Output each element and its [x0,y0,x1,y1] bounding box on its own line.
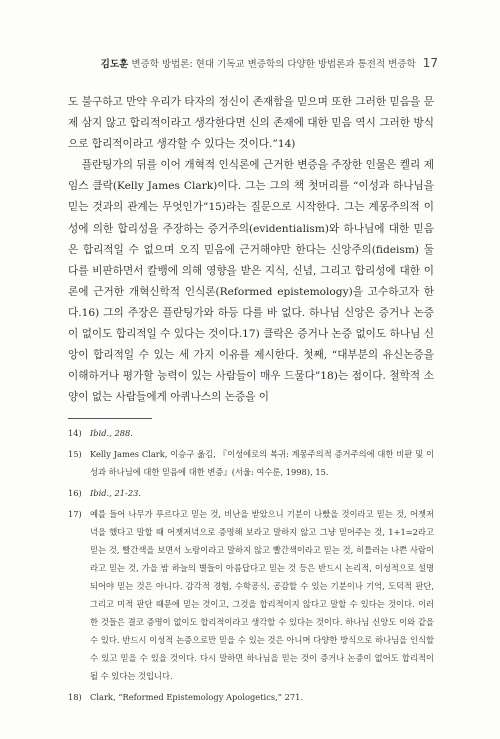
footnote-text: 예를 들어 나무가 푸르다고 믿는 것, 비난을 받았으니 기분이 나빴을 것이라고 믿는 것, 어젯저녁을 했다고 말할 때 어젯저녁으로 증명해 보라고 말하지 않고 그냥 믿어주는 것, 1+1=2라고 믿는 것, 빨간색을 보면서 노랑이라고 말하지 않고 빨간색이라고 믿는 것, 히틀러는 나쁜 사람이라고 믿는 것, 가을 밤 하늘의 별들이 아름답다고 믿는 것 등은 반드시 논리적, 이성적으로 설명되어야 믿는 것은 아니다. 감각적 경험, 수학공식, 공감할 수 있는 기분이나 기억, 도덕적 판단, 그리고 미적 판단 때문에 믿는 것이고, 그것을 합리적이지 않다고 말할 수 있다는 것이다. 이러한 것들은 결코 증명이 없이도 합리적이라고 생각할 수 있다는 것이다. 하나님 신앙도 이와 같을 수 있다. 반드시 이성적 논증으로만 믿을 수 있는 것은 아니며 다양한 방식으로 하나님을 인식할 수 있고 믿을 수 있을 것이다. 다시 말하면 하나님을 믿는 것이 증거나 논증이 없어도 합리적이 될 수 있다는 것입니다. [90,509,434,681]
footnote-15 [68,445,434,481]
footnote-18 [68,688,434,706]
running-header [101,56,438,70]
header-author: 김도훈 [100,59,129,70]
footnote-text: Clark, “Reformed Epistemology Apologetics,” 271. [90,692,304,702]
footnote-number: 14) [68,428,82,438]
paragraph-continuation: 도 불구하고 만약 우리가 타자의 정신이 존재함을 믿으며 또한 그러한 믿음을 문제 삼지 않고 합리적이라고 생각한다면 신의 존재에 대한 믿음 역시 그러한 방식으로 합리적이라고 생각할 수 있다는 것이다.”14) [68,96,434,151]
footnote-divider [68,418,152,419]
footnote-number: 15) [68,449,82,459]
footnote-text: Ibid., 21-23. [90,488,142,498]
paragraph-clark: 플란팅가의 뒤를 이어 개혁적 인식론에 근거한 변증을 주장한 인물은 켈리 제임스 클락(Kelly James Clark)이다. 그는 그의 책 첫머리를 “이성과 하나님을 믿는 것과의 관계는 무엇인가”15)라는 질문으로 시작한다. 그는 계몽주의적 이성에 의한 합리성을 주장하는 증거주의(evidentialism)와 하나님에 대한 믿음은 합리적일 수 없으며 오직 믿음에 근거해야만 한다는 신앙주의(fideism) 둘 다를 비판하면서 칼뱅에 의해 영향을 받은 지식, 신념, 그리고 합리성에 대한 이론에 근거한 개혁신학적 인식론(Reformed epistemology)을 고수하고자 한다.16) 그의 주장은 플란팅가와 하등 다를 바 없다. 하나님 신앙은 증거나 논증이 없이도 합리적일 수 있다는 것이다.17) 클락은 증거나 논증 없이도 하나님 신앙이 합리적일 수 있는 세 가지 이유를 제시한다. 첫째, “대부분의 유신논증을 이해하거나 평가할 능력이 있는 사람들이 매우 드물다”18)는 점이다. 철학적 소양이 없는 사람들에게 아퀴나스의 논증을 이 [68,159,434,404]
footnote-number: 18) [68,692,82,702]
footnote-text: Ibid., 288. [90,428,133,438]
footnotes [68,424,434,709]
footnote-number: 17) [68,509,82,519]
page-number: 17 [422,56,438,70]
header-title: 변증학 방법론: 현대 기독교 변증학의 다양한 방법론과 통전적 변증학 [131,59,416,70]
body-text [68,92,434,408]
footnote-text: Kelly James Clark, 이승구 옮김, 『이성에로의 복귀: 계몽주의적 증거주의에 대한 비판 및 이성과 하나님에 대한 믿음에 대한 변증』(서울: 여수룬, 1998), 15. [90,449,434,477]
footnote-number: 16) [68,488,82,498]
footnote-14 [68,424,434,442]
footnote-17 [68,505,434,685]
footnote-16 [68,484,434,502]
